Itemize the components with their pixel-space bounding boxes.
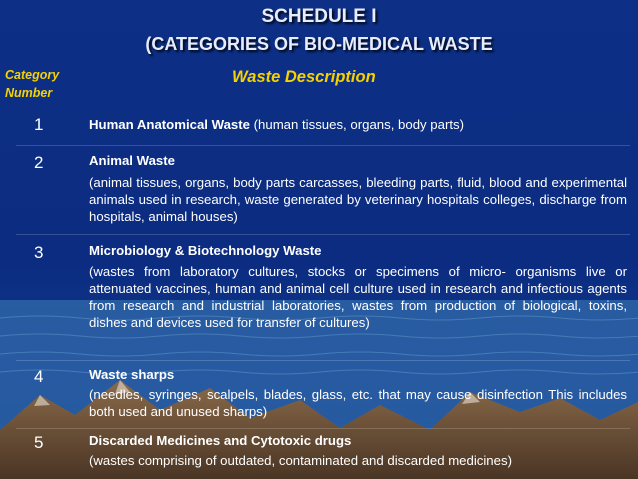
- waste-description: [89, 242, 627, 331]
- slide-subtitle: (CATEGORIES OF BIO-MEDICAL WASTE: [145, 34, 493, 54]
- waste-heading: Discarded Medicines and Cytotoxic drugs: [89, 433, 352, 448]
- row-divider: [16, 234, 630, 235]
- category-number: 3: [34, 243, 44, 262]
- table-row: [0, 150, 638, 240]
- category-header-line1: Category: [5, 68, 60, 82]
- waste-detail: (wastes comprising of outdated, contaminated and discarded medicines): [89, 453, 512, 468]
- row-divider: [16, 145, 630, 146]
- waste-detail: (animal tissues, organs, body parts carcasses, bleeding parts, fluid, blood and experimental animals used in research, waste generated by veterinary hospitals colleges, discharge from hospitals, animal houses): [89, 175, 627, 224]
- category-number: 4: [34, 367, 44, 386]
- waste-description: [89, 152, 627, 225]
- waste-heading: Animal Waste: [89, 153, 175, 168]
- waste-inline-detail: (human tissues, organs, body parts): [249, 117, 465, 132]
- waste-detail: (needles, syringes, scalpels, blades, glass, etc. that may cause disinfection This includes both used and unused sharps): [89, 387, 627, 419]
- table-row: [0, 366, 638, 426]
- table-row: [0, 432, 638, 479]
- category-number: 2: [34, 153, 44, 172]
- table-row: [0, 113, 638, 145]
- category-number: 1: [34, 115, 44, 134]
- category-number-header: [5, 66, 85, 102]
- waste-description: [89, 116, 627, 133]
- waste-description: [89, 432, 627, 469]
- slide-title: SCHEDULE I: [261, 6, 377, 27]
- row-divider: [16, 360, 630, 361]
- row-divider: [16, 428, 630, 429]
- waste-heading: Waste sharps: [89, 367, 175, 382]
- waste-heading: Microbiology & Biotechnology Waste: [89, 243, 322, 258]
- waste-heading: Human Anatomical Waste: [89, 117, 250, 132]
- table-row: [0, 240, 638, 360]
- waste-detail: (wastes from laboratory cultures, stocks or specimens of micro- organisms live or attenuated vaccines, human and animal cell culture used in research and infectious agents from research and industrial laboratories, wastes from production of biological, toxins, dishes and devices used for transfer of cultures): [89, 264, 627, 330]
- category-number: 5: [34, 433, 44, 452]
- waste-description-header: Waste Description: [232, 68, 376, 86]
- category-header-line2: Number: [5, 86, 53, 100]
- waste-description: [89, 366, 627, 420]
